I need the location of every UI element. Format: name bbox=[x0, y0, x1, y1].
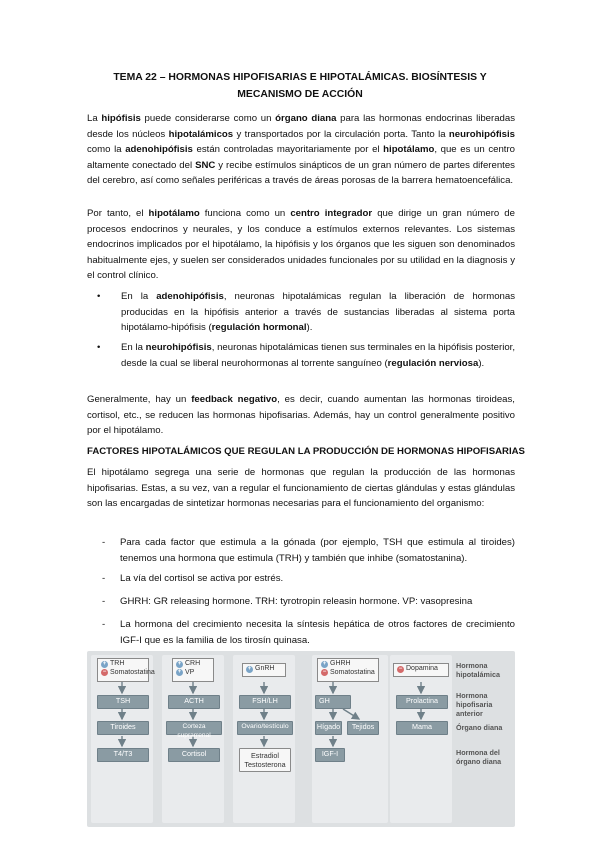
section-heading: FACTORES HIPOTALÁMICOS QUE REGULAN LA PRODUCCIÓN DE HORMONAS HIPOFISARIAS bbox=[87, 446, 525, 457]
plus-icon: + bbox=[247, 665, 252, 672]
target-organ-box: Mama bbox=[396, 721, 448, 735]
target-organ-box: Tejidos bbox=[347, 721, 379, 735]
organ-hormone-box: Estradiol Testosterona bbox=[239, 748, 291, 772]
plus-icon: + bbox=[322, 660, 327, 667]
pituitary-hormone-box: GH bbox=[315, 695, 351, 709]
target-organ-box: Hígado bbox=[315, 721, 342, 735]
dash-text: La vía del cortisol se activa por estrés. bbox=[120, 573, 284, 584]
arrow bbox=[343, 709, 359, 719]
organ-hormone-box: IGF-I bbox=[315, 748, 345, 762]
dash-text: Para cada factor que estimula a la gónada (por ejemplo, TSH que estimula al tiroides) tenemos una hormona que estimula (TRH) y también que inhibe (somatostanina). bbox=[120, 537, 515, 564]
dash-text: La hormona del crecimiento necesita la síntesis hepática de otros factores de crecimiento IGF-I que es la familia de los tirosín quinasa. bbox=[120, 619, 515, 646]
hypothalamic-hormone-box: − Dopamina bbox=[393, 663, 449, 677]
target-organ-box: Tiroides bbox=[97, 721, 149, 735]
target-organ-box: Corteza suprarrenal bbox=[166, 721, 222, 735]
dash-marker: - bbox=[102, 573, 106, 584]
dash-text: GHRH: GR releasing hormone. TRH: tyrotropin releasin hormone. VP: vasopresina bbox=[120, 596, 473, 607]
minus-icon: − bbox=[322, 669, 327, 676]
organ-hormone-box: Cortisol bbox=[168, 748, 220, 762]
pituitary-hormone-box: Prolactina bbox=[396, 695, 448, 709]
plus-icon: + bbox=[177, 660, 182, 667]
title-line-1: TEMA 22 – HORMONAS HIPOFISARIAS E HIPOTALÁMICAS. BIOSÍNTESIS Y bbox=[113, 72, 487, 83]
paragraph-3: Generalmente, hay un feedback negativo, es decir, cuando aumentan las hormonas tiroideas, cortisol, etc., se reducen las hormonas hipofisarias. Además, hay un control generalmente positivo por el hipotálamo. bbox=[87, 394, 515, 437]
minus-icon: − bbox=[102, 669, 107, 676]
paragraph-1: La hipófisis puede considerarse como un órgano diana para las hormonas endocrinas liberadas desde los núcleos hipotalámicos y transportados por la circulación porta. Tanto la neurohipófisis como la adenohipófisis están controladas mayoritariamente por el hipotálamo, que es un centro altamente conectado del SNC y recibe estímulos sinápticos de un gran número de partes diferentes del cerebro, así como señales periféricas a través de áreas porosas de la barrera hematoencefálica. bbox=[87, 113, 516, 187]
hypothalamic-hormone-box: + GHRH − Somatostatina bbox=[317, 658, 379, 682]
row-label-hypothalamic: Hormona hipotalámica bbox=[456, 661, 500, 679]
row-label-pituitary: Hormona hipofisaria anterior bbox=[456, 691, 493, 718]
plus-icon: + bbox=[177, 669, 182, 676]
bullet-marker: • bbox=[97, 342, 101, 353]
minus-icon: − bbox=[398, 665, 403, 672]
plus-icon: + bbox=[102, 660, 107, 667]
row-label-target-organ: Órgano diana bbox=[456, 723, 503, 732]
pituitary-hormone-box: TSH bbox=[97, 695, 149, 709]
organ-hormone-box: T4/T3 bbox=[97, 748, 149, 762]
paragraph-2: Por tanto, el hipotálamo funciona como un centro integrador que dirige un gran número de procesos endocrinos y neurales, y los conduce a estímulos externos relevantes. Los sistemas endocrinos implicados por el hipotálamo, la hipófisis y los órganos que les siguen son denominados habitualmente ejes, y suelen ser considerados unidades funcionales por su utilidad en la diagnosis y el control clínico. bbox=[87, 208, 515, 282]
dash-marker: - bbox=[102, 537, 106, 548]
dash-marker: - bbox=[102, 596, 106, 607]
hypothalamic-hormone-box: + CRH + VP bbox=[172, 658, 214, 682]
page-title bbox=[80, 69, 520, 103]
title-line-2: MECANISMO DE ACCIÓN bbox=[237, 89, 363, 100]
pituitary-hormone-box: ACTH bbox=[168, 695, 220, 709]
bullet-text: En la neurohipófisis, neuronas hipotalámicas tienen sus terminales en la hipófisis posterior, desde la cual se liberal neurohormonas al torrente sanguíneo (regulación nerviosa). bbox=[121, 342, 515, 369]
hypothalamic-hormone-box: + GnRH bbox=[242, 663, 286, 677]
hormone-axes-diagram bbox=[87, 651, 515, 827]
hypothalamic-hormone-box: + TRH − Somatostatina bbox=[97, 658, 149, 682]
arrows-layer bbox=[87, 651, 515, 827]
dash-marker: - bbox=[102, 619, 106, 630]
row-label-organ-hormone: Hormona del órgano diana bbox=[456, 748, 502, 766]
target-organ-box: Ovario/testículo bbox=[237, 721, 293, 735]
bullet-marker: • bbox=[97, 291, 101, 302]
bullet-text: En la adenohipófisis, neuronas hipotalámicas regulan la liberación de hormonas producidas en la hipófisis anterior a través de sustancias liberadas al sistema porta hipotálamo-hipófisis (regulación hormonal). bbox=[121, 291, 515, 334]
pituitary-hormone-box: FSH/LH bbox=[239, 695, 291, 709]
paragraph-4: El hipotálamo segrega una serie de hormonas que regulan la producción de las hormonas hipofisarias. Estas, a su vez, van a regular el funcionamiento de ciertas glándulas y estas glándulas son las encargadas de sintetizar hormonas necesarias para el funcionamiento del organismo: bbox=[87, 467, 515, 510]
